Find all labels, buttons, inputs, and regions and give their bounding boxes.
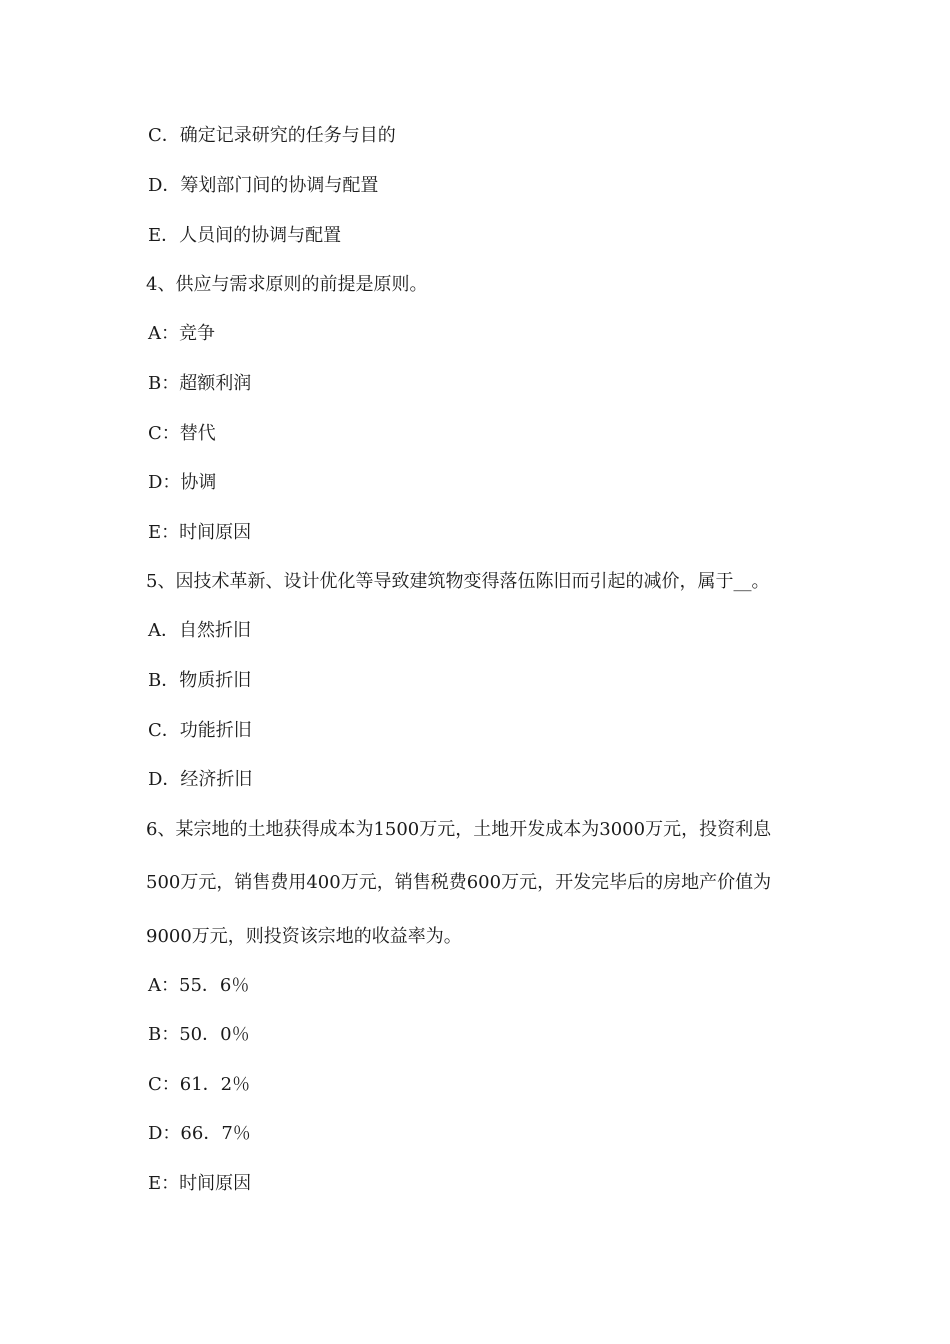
question-6-option-b: B：50．0％ [148, 1024, 250, 1045]
option-e: E．人员间的协调与配置 [148, 225, 342, 246]
question-4-option-b: B：超额利润 [148, 373, 252, 394]
question-4-stem: 4、供应与需求原则的前提是原则。 [146, 274, 428, 295]
question-6-option-c: C：61．2％ [148, 1074, 251, 1095]
question-5-option-c: C．功能折旧 [148, 720, 252, 741]
option-c: C．确定记录研究的任务与目的 [148, 125, 396, 146]
option-d: D．筹划部门间的协调与配置 [148, 175, 379, 196]
question-6-option-d: D：66．7％ [148, 1123, 251, 1144]
question-4-option-a: A：竞争 [148, 323, 215, 344]
question-5-option-d: D．经济折旧 [148, 769, 253, 790]
question-6-stem-line-2: 500万元，销售费用400万元，销售税费600万元，开发完毕后的房地产价值为 [146, 872, 772, 893]
question-5-stem: 5、因技术革新、设计优化等导致建筑物变得落伍陈旧而引起的减价，属于__。 [146, 571, 770, 592]
question-6-option-e: E：时间原因 [148, 1173, 252, 1194]
question-5-option-b: B．物质折旧 [148, 670, 252, 691]
question-4-option-e: E：时间原因 [148, 522, 252, 543]
question-5-option-a: A．自然折旧 [148, 620, 251, 641]
question-6-stem-line-3: 9000万元，则投资该宗地的收益率为。 [146, 926, 462, 947]
question-6-option-a: A：55．6％ [148, 975, 250, 996]
question-4-option-d: D：协调 [148, 472, 217, 493]
question-6-stem-line-1: 6、某宗地的土地获得成本为1500万元，土地开发成本为3000万元，投资利息 [146, 819, 772, 840]
question-4-option-c: C：替代 [148, 423, 216, 444]
